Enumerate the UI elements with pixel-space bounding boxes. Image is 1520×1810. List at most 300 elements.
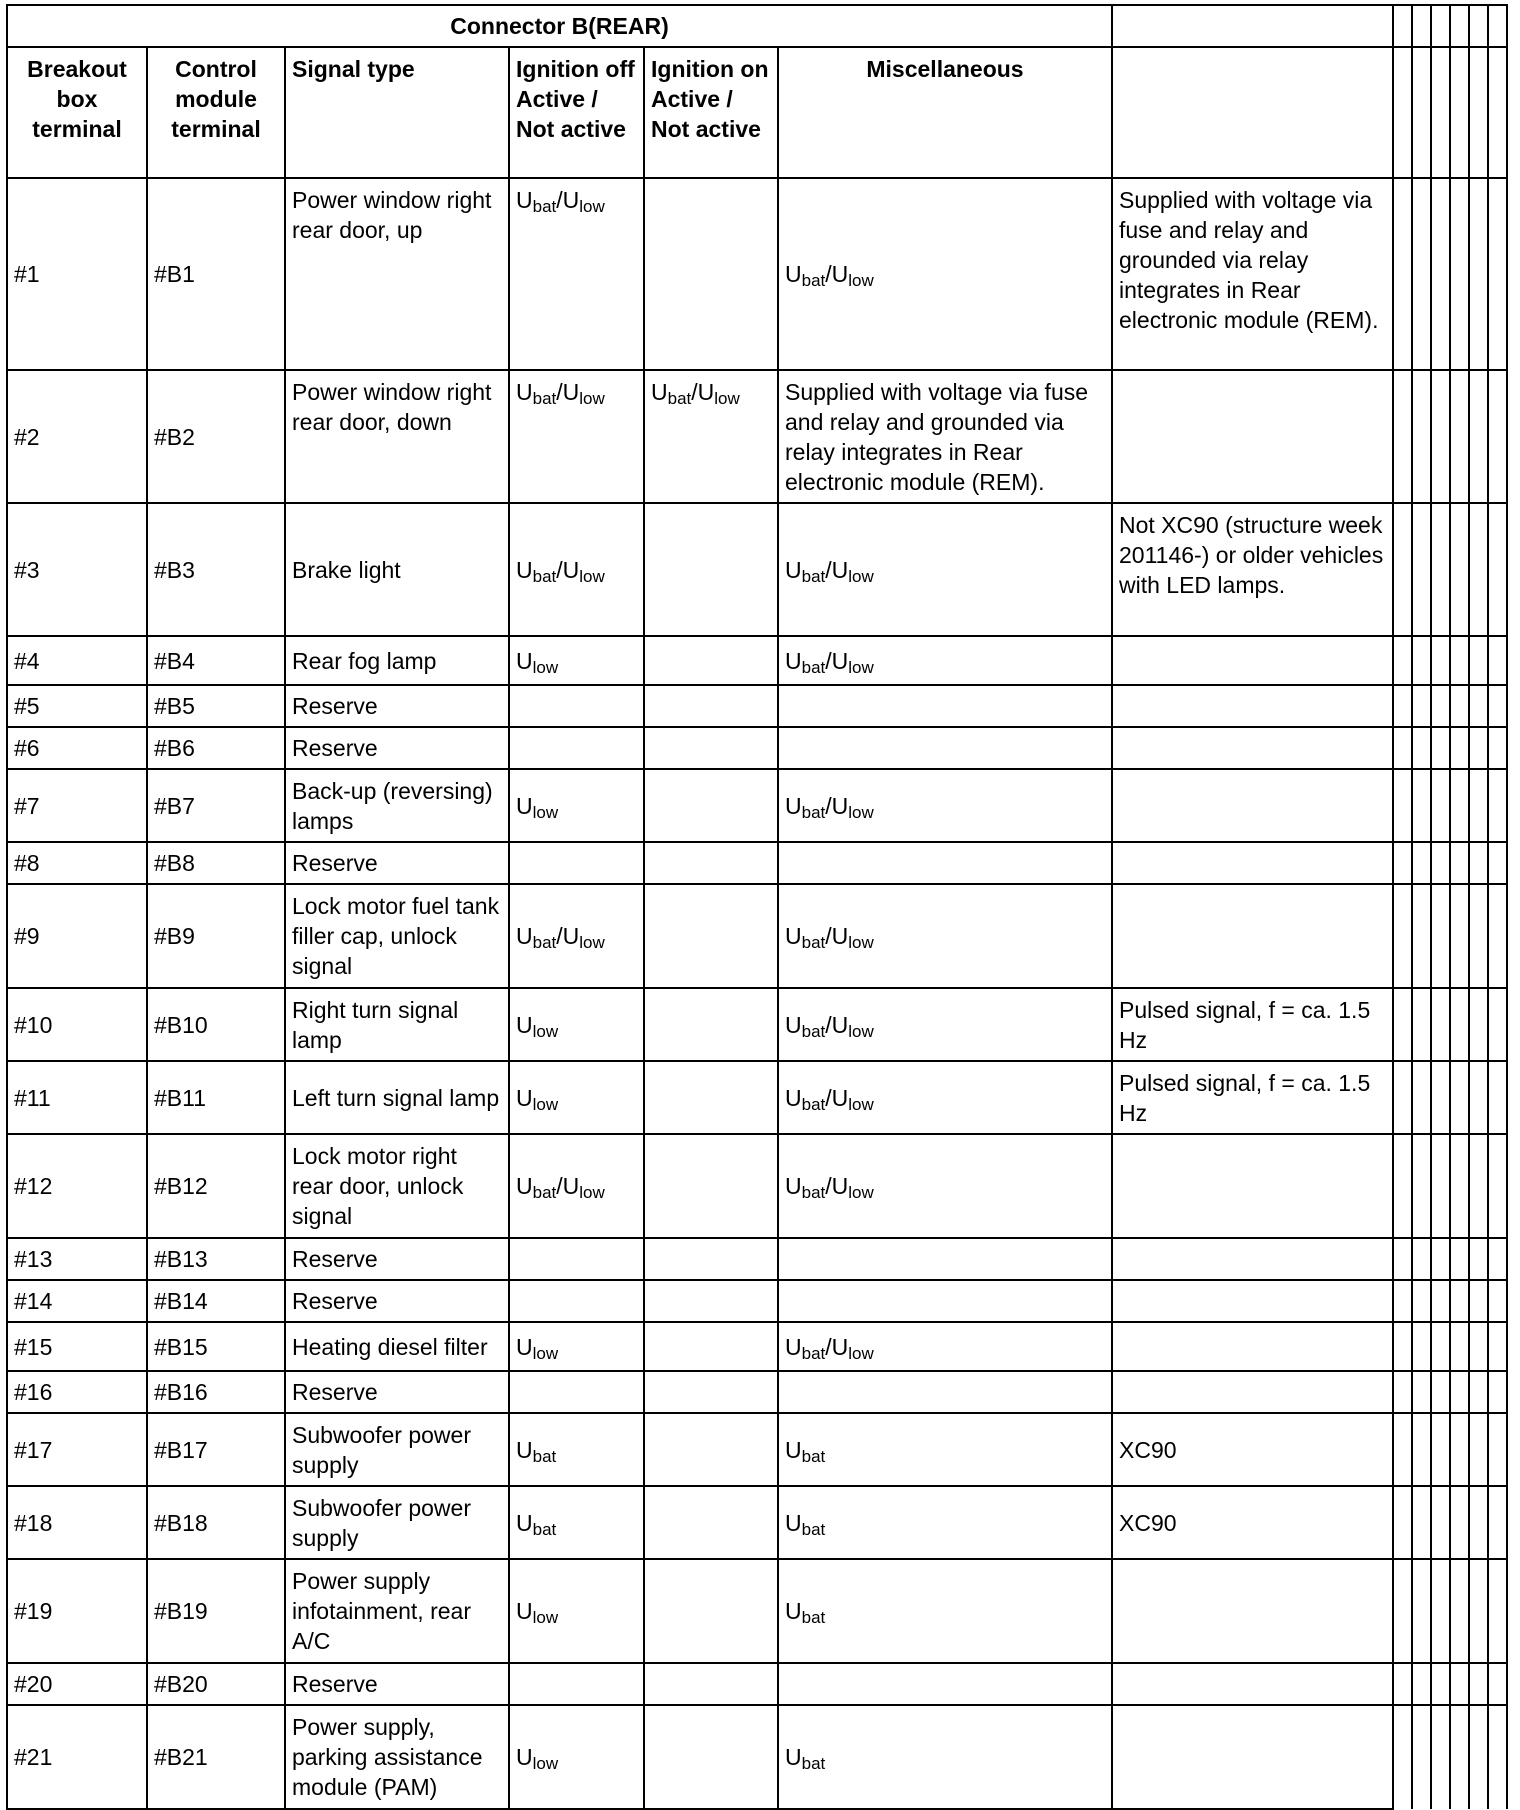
- table-row: [7, 1486, 1507, 1559]
- bat-subscript: bat: [801, 271, 826, 290]
- breakout-terminal: #7: [7, 769, 147, 842]
- rule-cell: [1393, 1322, 1412, 1371]
- bat-subscript: bat: [532, 389, 557, 408]
- rule-cell: [1412, 1061, 1431, 1134]
- ignition-off-value: [516, 1744, 559, 1773]
- ignition-on-value: [651, 379, 740, 408]
- note-cell: [1112, 884, 1393, 988]
- rule-cell: [1431, 503, 1450, 636]
- ignition-on-cell: [644, 1486, 778, 1559]
- u-symbol: U: [697, 379, 715, 405]
- low-subscript: low: [848, 271, 874, 290]
- u-symbol: U: [785, 1333, 802, 1360]
- rule-cell: [1450, 685, 1469, 727]
- low-subscript: low: [579, 389, 605, 408]
- miscellaneous-cell: [778, 1663, 1112, 1705]
- breakout-terminal: #3: [7, 503, 147, 636]
- table-row: [7, 370, 1507, 503]
- u-symbol: U: [831, 1084, 849, 1111]
- rule-cell: [1393, 636, 1412, 685]
- rule-cell: [1431, 5, 1450, 47]
- rule-cell: [1469, 47, 1488, 178]
- rule-cell: [1488, 178, 1507, 370]
- ignition-on-cell: [644, 1238, 778, 1280]
- note-cell: Not XC90 (structure week 201146-) or older vehicles with LED lamps.: [1112, 503, 1393, 636]
- u-symbol: U: [562, 1173, 580, 1199]
- miscellaneous-cell: [778, 685, 1112, 727]
- u-symbol: U: [831, 647, 849, 674]
- ignition-on-cell: [644, 178, 778, 370]
- note-cell: Pulsed signal, f = ca. 1.5 Hz: [1112, 1061, 1393, 1134]
- connector-table-document: [6, 4, 1506, 1800]
- ignition-off-cell: [509, 1705, 644, 1809]
- ignition-off-value: [516, 1173, 605, 1202]
- rule-cell: [1412, 5, 1431, 47]
- blank-header-cell: [1112, 47, 1393, 178]
- rule-cell: [1393, 1413, 1412, 1486]
- bat-subscript: bat: [801, 1021, 826, 1041]
- signal-type: Reserve: [285, 842, 509, 884]
- u-symbol: U: [516, 1509, 533, 1536]
- u-symbol: U: [831, 1333, 849, 1360]
- ignition-off-cell: [509, 1280, 644, 1322]
- rule-cell: [1450, 884, 1469, 988]
- breakout-terminal: #14: [7, 1280, 147, 1322]
- low-subscript: low: [532, 1343, 559, 1363]
- control-terminal: #B20: [147, 1663, 285, 1705]
- miscellaneous-cell: [778, 1486, 1112, 1559]
- header-breakout: Breakout box terminal: [7, 47, 147, 178]
- ignition-off-value: [516, 792, 559, 822]
- ignition-on-cell: [644, 1705, 778, 1809]
- ignition-off-cell: [509, 1663, 644, 1705]
- ignition-off-cell: [509, 1486, 644, 1559]
- ignition-off-cell: [509, 685, 644, 727]
- ignition-off-cell: [509, 769, 644, 842]
- ignition-off-cell: [509, 727, 644, 769]
- u-symbol: U: [562, 379, 580, 405]
- ignition-off-value: [516, 1598, 559, 1627]
- signal-type: Right turn signal lamp: [285, 988, 509, 1061]
- rule-cell: [1412, 1322, 1431, 1371]
- rule-cell: [1412, 727, 1431, 769]
- miscellaneous-value: [785, 1333, 874, 1363]
- control-terminal: #B14: [147, 1280, 285, 1322]
- rule-cell: [1393, 769, 1412, 842]
- rule-cell: [1450, 842, 1469, 884]
- rule-cell: [1431, 1134, 1450, 1238]
- ignition-off-value: [516, 556, 605, 586]
- rule-cell: [1393, 1559, 1412, 1663]
- miscellaneous-cell: [778, 727, 1112, 769]
- ignition-on-cell: [644, 1061, 778, 1134]
- u-symbol: U: [831, 1173, 849, 1199]
- signal-type: Brake light: [285, 503, 509, 636]
- u-symbol: U: [785, 1173, 802, 1199]
- u-symbol: U: [562, 556, 580, 583]
- signal-type: Lock motor fuel tank filler cap, unlock signal: [285, 884, 509, 988]
- slash: /: [825, 261, 832, 287]
- rule-cell: [1488, 1371, 1507, 1413]
- rule-cell: [1488, 1280, 1507, 1322]
- miscellaneous-value: [785, 1173, 874, 1202]
- signal-type: Power window right rear door, up: [285, 178, 509, 370]
- bat-subscript: bat: [801, 1094, 826, 1114]
- rule-cell: [1393, 1371, 1412, 1413]
- rule-cell: [1488, 1061, 1507, 1134]
- signal-type: Rear fog lamp: [285, 636, 509, 685]
- miscellaneous-value: [785, 647, 874, 677]
- low-subscript: low: [532, 802, 559, 822]
- ignition-off-value: [516, 1011, 559, 1041]
- breakout-terminal: #12: [7, 1134, 147, 1238]
- miscellaneous-cell: [778, 1134, 1112, 1238]
- rule-cell: [1469, 1371, 1488, 1413]
- rule-cell: [1469, 685, 1488, 727]
- bat-subscript: bat: [801, 802, 826, 822]
- u-symbol: U: [516, 1011, 533, 1038]
- control-terminal: #B6: [147, 727, 285, 769]
- signal-type: Reserve: [285, 685, 509, 727]
- control-terminal: #B19: [147, 1559, 285, 1663]
- ignition-on-cell: [644, 884, 778, 988]
- table-row: [7, 1663, 1507, 1705]
- rule-cell: [1431, 178, 1450, 370]
- signal-type: Subwoofer power supply: [285, 1486, 509, 1559]
- rule-cell: [1469, 884, 1488, 988]
- rule-cell: [1431, 370, 1450, 503]
- rule-cell: [1450, 988, 1469, 1061]
- breakout-terminal: #1: [7, 178, 147, 370]
- rule-cell: [1412, 1486, 1431, 1559]
- rule-cell: [1393, 1238, 1412, 1280]
- control-terminal: #B21: [147, 1705, 285, 1809]
- note-cell: [1112, 1280, 1393, 1322]
- signal-type: Heating diesel filter: [285, 1322, 509, 1371]
- rule-cell: [1469, 1486, 1488, 1559]
- rule-cell: [1488, 1134, 1507, 1238]
- rule-cell: [1450, 1371, 1469, 1413]
- rule-cell: [1450, 727, 1469, 769]
- low-subscript: low: [579, 197, 605, 216]
- rule-cell: [1488, 685, 1507, 727]
- ignition-off-cell: [509, 1238, 644, 1280]
- rule-cell: [1393, 370, 1412, 503]
- note-cell: [1112, 1559, 1393, 1663]
- rule-cell: [1450, 1322, 1469, 1371]
- note-cell: [1112, 1238, 1393, 1280]
- rule-cell: [1412, 1134, 1431, 1238]
- rule-cell: [1393, 5, 1412, 47]
- bat-subscript: bat: [532, 1446, 557, 1466]
- u-symbol: U: [831, 261, 849, 287]
- rule-cell: [1412, 1663, 1431, 1705]
- table-row: [7, 1322, 1507, 1371]
- low-subscript: low: [532, 1754, 559, 1773]
- rule-cell: [1469, 842, 1488, 884]
- miscellaneous-cell: [778, 370, 1112, 503]
- ignition-off-cell: [509, 1371, 644, 1413]
- rule-cell: [1450, 1280, 1469, 1322]
- signal-type: Power supply, parking assistance module (PAM): [285, 1705, 509, 1809]
- signal-type: Reserve: [285, 1371, 509, 1413]
- breakout-terminal: #19: [7, 1559, 147, 1663]
- rule-cell: [1469, 727, 1488, 769]
- control-terminal: #B1: [147, 178, 285, 370]
- note-cell: [1112, 727, 1393, 769]
- ignition-on-cell: [644, 842, 778, 884]
- low-subscript: low: [848, 933, 874, 952]
- ignition-off-value: [516, 379, 605, 408]
- control-terminal: #B12: [147, 1134, 285, 1238]
- u-symbol: U: [516, 792, 533, 819]
- rule-cell: [1412, 370, 1431, 503]
- note-cell: [1112, 636, 1393, 685]
- signal-type: Power supply infotainment, rear A/C: [285, 1559, 509, 1663]
- miscellaneous-cell: [778, 1413, 1112, 1486]
- low-subscript: low: [714, 389, 740, 408]
- miscellaneous-value: [785, 556, 874, 586]
- note-cell: [1112, 1663, 1393, 1705]
- table-body: [7, 178, 1507, 1809]
- miscellaneous-cell: [778, 769, 1112, 842]
- breakout-terminal: #4: [7, 636, 147, 685]
- rule-cell: [1412, 47, 1431, 178]
- ignition-on-cell: [644, 1559, 778, 1663]
- u-symbol: U: [516, 1173, 533, 1199]
- ignition-off-cell: [509, 884, 644, 988]
- rule-cell: [1450, 769, 1469, 842]
- slash: /: [556, 379, 563, 405]
- breakout-terminal: #5: [7, 685, 147, 727]
- miscellaneous-value: [785, 1436, 826, 1466]
- slash: /: [825, 792, 832, 819]
- u-symbol: U: [516, 1436, 533, 1463]
- ignition-on-cell: [644, 988, 778, 1061]
- control-terminal: #B16: [147, 1371, 285, 1413]
- ignition-on-cell: [644, 636, 778, 685]
- table-title: Connector B(REAR): [7, 5, 1112, 47]
- u-symbol: U: [785, 1084, 802, 1111]
- rule-cell: [1469, 5, 1488, 47]
- signal-type: Lock motor right rear door, unlock signal: [285, 1134, 509, 1238]
- low-subscript: low: [532, 1608, 559, 1627]
- miscellaneous-cell: [778, 1371, 1112, 1413]
- table-row: [7, 1134, 1507, 1238]
- bat-subscript: bat: [801, 1754, 826, 1773]
- header-ign-off: Ignition off Active / Not active: [509, 47, 644, 178]
- low-subscript: low: [532, 1021, 559, 1041]
- miscellaneous-cell: [778, 842, 1112, 884]
- miscellaneous-cell: [778, 884, 1112, 988]
- rule-cell: [1431, 1371, 1450, 1413]
- u-symbol: U: [562, 923, 580, 949]
- table-row: [7, 884, 1507, 988]
- bat-subscript: bat: [532, 1519, 557, 1539]
- breakout-terminal: #9: [7, 884, 147, 988]
- header-control: Control module terminal: [147, 47, 285, 178]
- note-cell: Pulsed signal, f = ca. 1.5 Hz: [1112, 988, 1393, 1061]
- note-cell: [1112, 769, 1393, 842]
- table-row: [7, 988, 1507, 1061]
- u-symbol: U: [785, 1436, 802, 1463]
- rule-cell: [1469, 1413, 1488, 1486]
- rule-cell: [1393, 842, 1412, 884]
- table-row: [7, 503, 1507, 636]
- u-symbol: U: [516, 556, 533, 583]
- rule-cell: [1450, 47, 1469, 178]
- rule-cell: [1393, 47, 1412, 178]
- u-symbol: U: [516, 1084, 533, 1111]
- rule-cell: [1488, 636, 1507, 685]
- table-row: [7, 842, 1507, 884]
- rule-cell: [1412, 1705, 1431, 1809]
- rule-cell: [1488, 842, 1507, 884]
- ignition-off-cell: [509, 1559, 644, 1663]
- rule-cell: [1393, 503, 1412, 636]
- u-symbol: U: [831, 1011, 849, 1038]
- rule-cell: [1393, 1663, 1412, 1705]
- miscellaneous-cell: [778, 1559, 1112, 1663]
- slash: /: [825, 1084, 832, 1111]
- ignition-on-cell: [644, 1322, 778, 1371]
- breakout-terminal: #2: [7, 370, 147, 503]
- miscellaneous-value: [785, 1084, 874, 1114]
- u-symbol: U: [516, 187, 533, 213]
- control-terminal: #B5: [147, 685, 285, 727]
- rule-cell: [1488, 5, 1507, 47]
- slash: /: [825, 1011, 832, 1038]
- miscellaneous-value: [785, 1011, 874, 1041]
- ignition-off-value: [516, 1084, 559, 1114]
- u-symbol: U: [651, 379, 668, 405]
- breakout-terminal: #8: [7, 842, 147, 884]
- ignition-off-cell: [509, 1413, 644, 1486]
- u-symbol: U: [831, 792, 849, 819]
- rule-cell: [1431, 47, 1450, 178]
- ignition-on-cell: [644, 1371, 778, 1413]
- rule-cell: [1393, 884, 1412, 988]
- slash: /: [556, 556, 563, 583]
- breakout-terminal: #11: [7, 1061, 147, 1134]
- low-subscript: low: [848, 566, 874, 586]
- rule-cell: [1488, 503, 1507, 636]
- miscellaneous-cell: [778, 1238, 1112, 1280]
- bat-subscript: bat: [801, 1519, 826, 1539]
- u-symbol: U: [831, 923, 849, 949]
- header-ign-on: Ignition on Active / Not active: [644, 47, 778, 178]
- ignition-on-cell: [644, 1280, 778, 1322]
- control-terminal: #B4: [147, 636, 285, 685]
- table-row: [7, 1371, 1507, 1413]
- rule-cell: [1469, 178, 1488, 370]
- ignition-off-cell: [509, 1061, 644, 1134]
- u-symbol: U: [785, 923, 802, 949]
- u-symbol: U: [516, 1333, 533, 1360]
- breakout-terminal: #21: [7, 1705, 147, 1809]
- control-terminal: #B11: [147, 1061, 285, 1134]
- rule-cell: [1488, 1663, 1507, 1705]
- u-symbol: U: [785, 647, 802, 674]
- table-row: [7, 727, 1507, 769]
- bat-subscript: bat: [532, 1183, 557, 1202]
- rule-cell: [1393, 1705, 1412, 1809]
- rule-cell: [1450, 1061, 1469, 1134]
- low-subscript: low: [532, 657, 559, 677]
- control-terminal: #B7: [147, 769, 285, 842]
- control-terminal: #B17: [147, 1413, 285, 1486]
- ignition-off-cell: [509, 988, 644, 1061]
- u-symbol: U: [785, 556, 802, 583]
- u-symbol: U: [831, 556, 849, 583]
- slash: /: [825, 556, 832, 583]
- ignition-on-cell: [644, 769, 778, 842]
- bat-subscript: bat: [532, 933, 557, 952]
- control-terminal: #B13: [147, 1238, 285, 1280]
- table-row: [7, 1413, 1507, 1486]
- rule-cell: [1469, 503, 1488, 636]
- rule-cell: [1431, 884, 1450, 988]
- signal-type: Reserve: [285, 1663, 509, 1705]
- breakout-terminal: #10: [7, 988, 147, 1061]
- miscellaneous-cell: [778, 178, 1112, 370]
- rule-cell: [1431, 1705, 1450, 1809]
- ignition-on-cell: [644, 503, 778, 636]
- rule-cell: [1469, 1280, 1488, 1322]
- slash: /: [691, 379, 698, 405]
- u-symbol: U: [562, 187, 580, 213]
- rule-cell: [1393, 1486, 1412, 1559]
- note-cell: [1112, 1322, 1393, 1371]
- signal-type: Reserve: [285, 1280, 509, 1322]
- ignition-on-cell: [644, 370, 778, 503]
- rule-cell: [1450, 636, 1469, 685]
- rule-cell: [1450, 1705, 1469, 1809]
- ignition-on-cell: [644, 1663, 778, 1705]
- note-cell: [1112, 1134, 1393, 1238]
- bat-subscript: bat: [801, 1446, 826, 1466]
- breakout-terminal: #15: [7, 1322, 147, 1371]
- u-symbol: U: [785, 1598, 802, 1624]
- rule-cell: [1469, 769, 1488, 842]
- rule-cell: [1431, 1280, 1450, 1322]
- breakout-terminal: #20: [7, 1663, 147, 1705]
- rule-cell: [1469, 1705, 1488, 1809]
- blank-header-cell: [1112, 5, 1393, 47]
- signal-type: Reserve: [285, 1238, 509, 1280]
- rule-cell: [1431, 636, 1450, 685]
- rule-cell: [1431, 727, 1450, 769]
- miscellaneous-cell: [778, 1705, 1112, 1809]
- rule-cell: [1431, 988, 1450, 1061]
- rule-cell: [1431, 685, 1450, 727]
- table-row: [7, 1061, 1507, 1134]
- table-row: [7, 1238, 1507, 1280]
- ignition-on-cell: [644, 1413, 778, 1486]
- signal-type: Left turn signal lamp: [285, 1061, 509, 1134]
- miscellaneous-value: [785, 1744, 826, 1773]
- note-cell: XC90: [1112, 1486, 1393, 1559]
- note-cell: XC90: [1112, 1413, 1393, 1486]
- low-subscript: low: [848, 1094, 874, 1114]
- u-symbol: U: [785, 261, 802, 287]
- header-misc: Miscellaneous: [778, 47, 1112, 178]
- rule-cell: [1469, 1663, 1488, 1705]
- header-row: [7, 47, 1507, 178]
- rule-cell: [1412, 503, 1431, 636]
- rule-cell: [1412, 1559, 1431, 1663]
- slash: /: [825, 1333, 832, 1360]
